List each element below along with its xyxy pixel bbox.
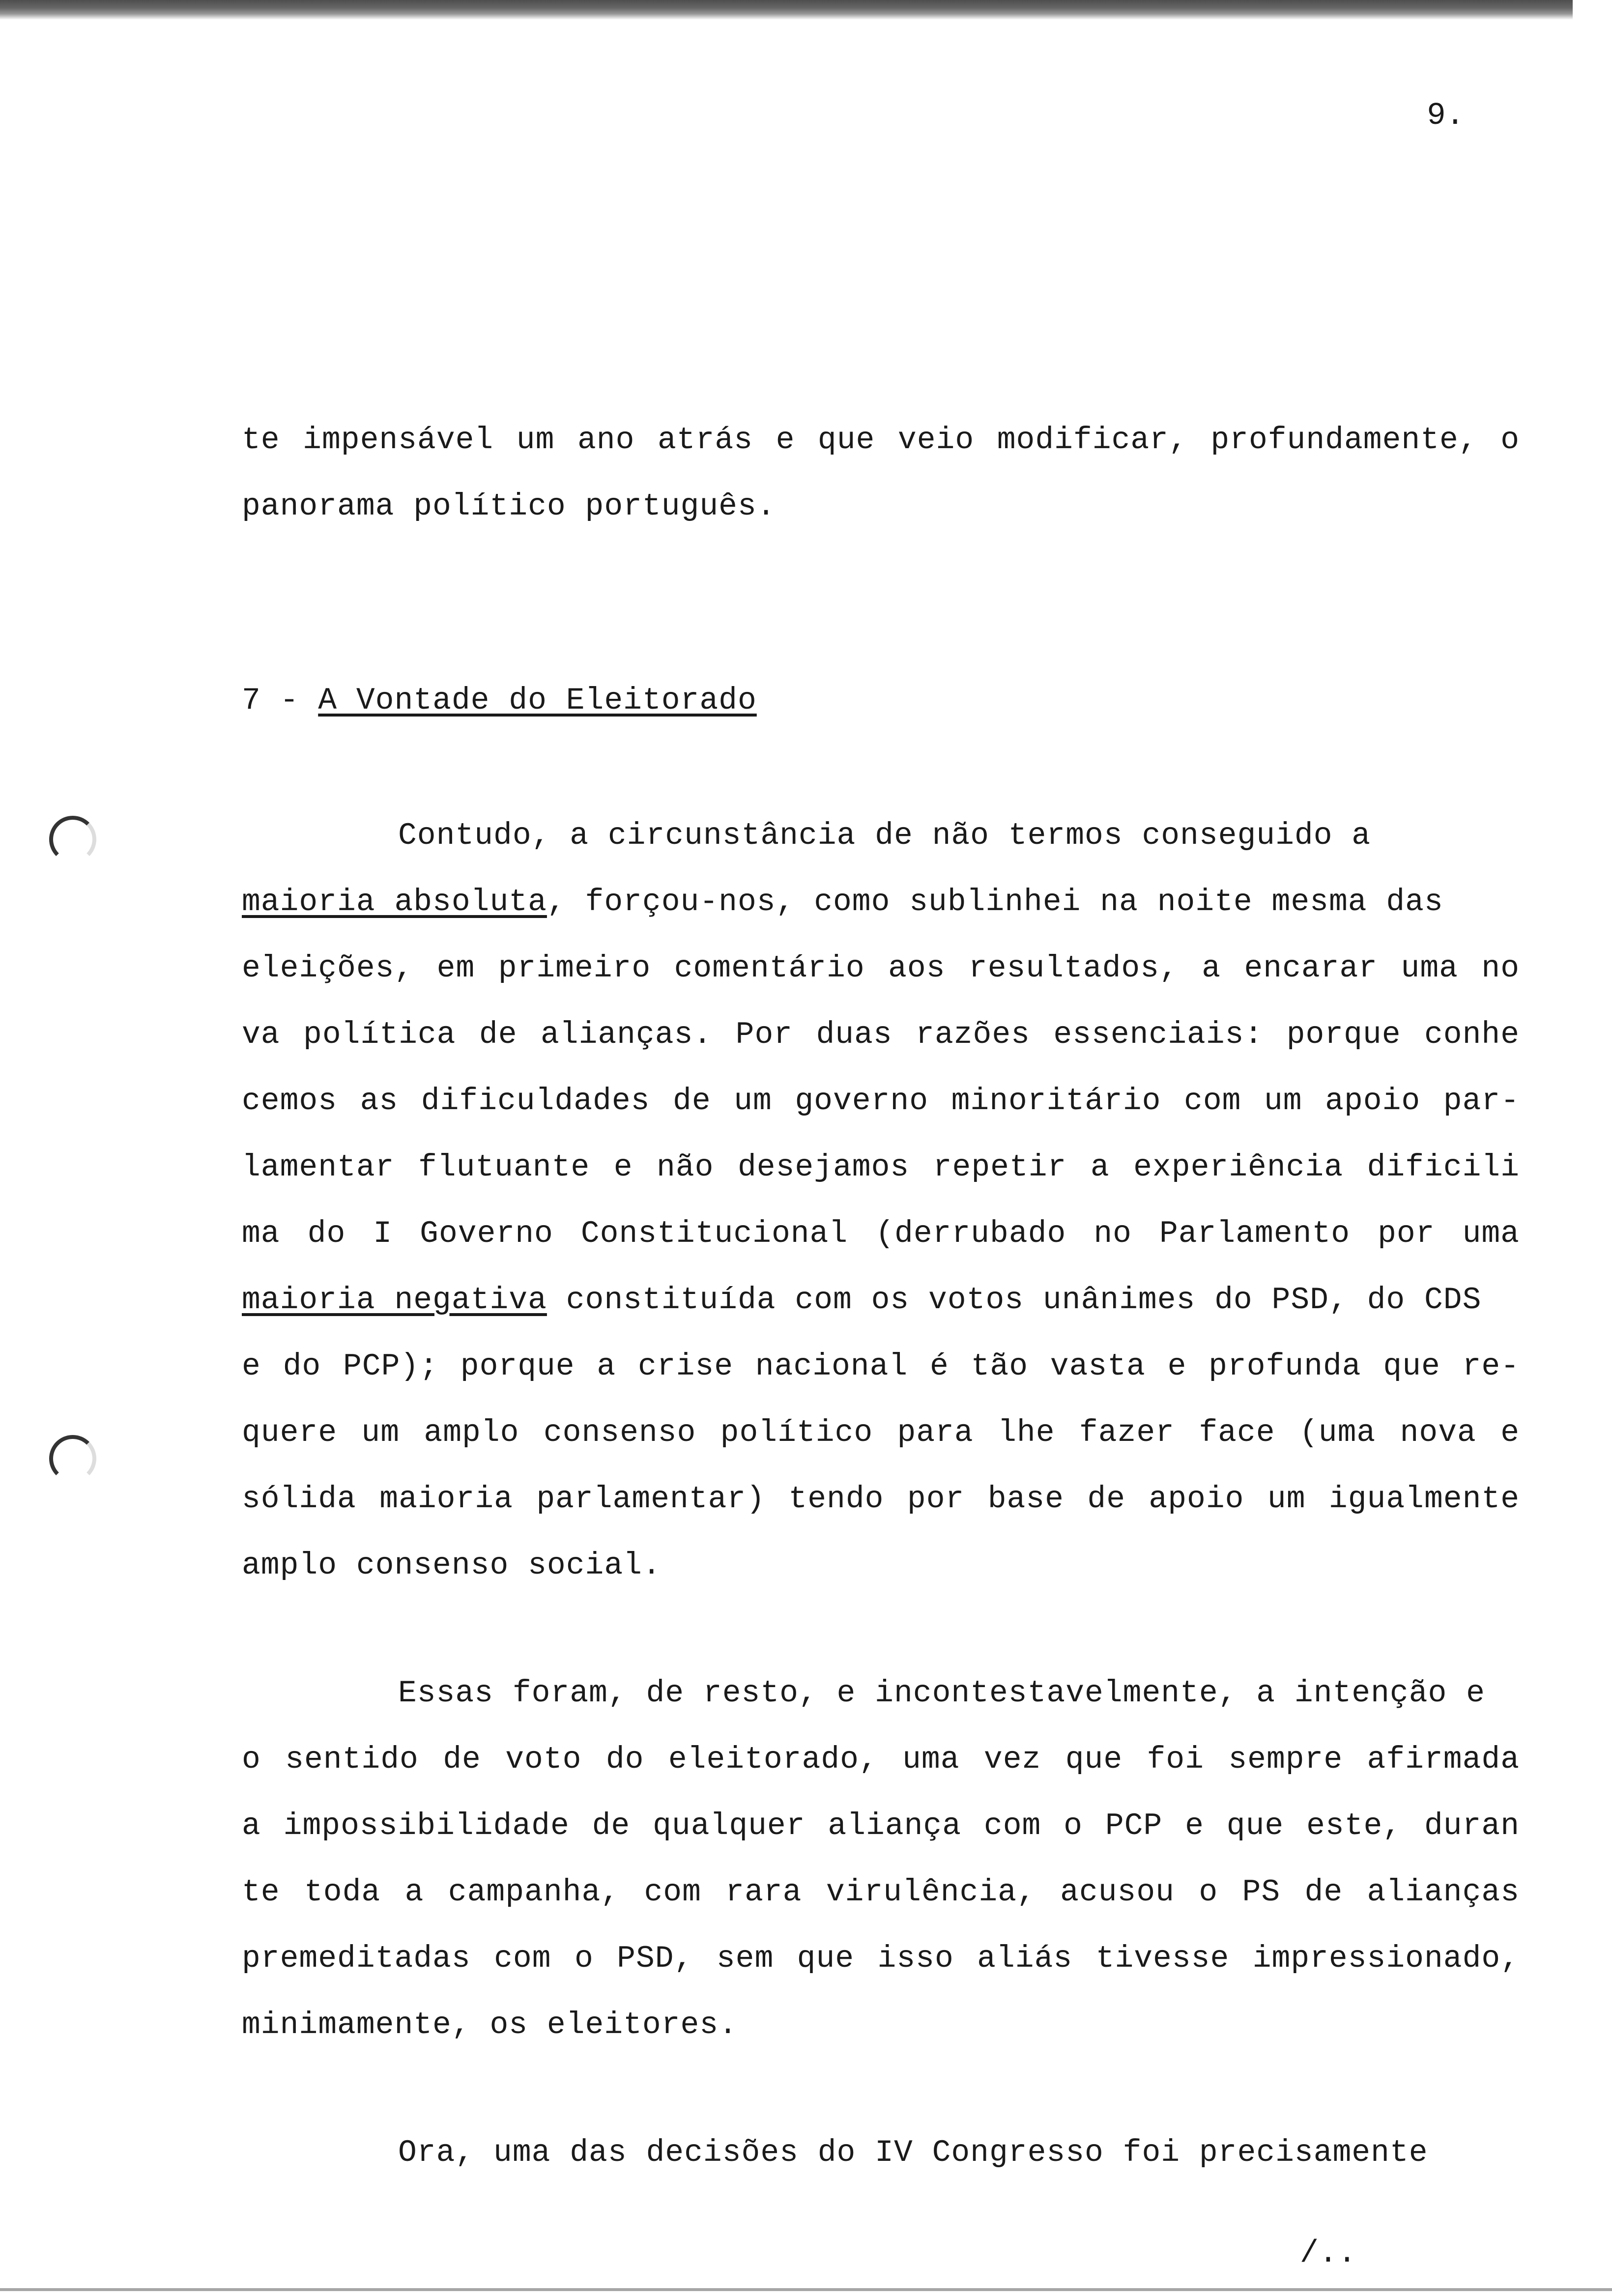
paragraph-line: minimamente, os eleitores. [242, 2008, 738, 2042]
paragraph-line: o sentido de voto do eleitorado, uma vez que foi sempre afirmada [242, 1742, 1520, 1777]
underlined-term: maioria negativa [242, 1283, 547, 1318]
paragraph-line: Ora, uma das decisões do IV Congresso foi precisamente [398, 2135, 1428, 2170]
intro-line: te impensável um ano atrás e que veio modificar, profundamente, o [242, 423, 1520, 458]
paragraph-line: maioria negativa constituída com os votos unânimes do PSD, do CDS [242, 1283, 1482, 1318]
paragraph-line: Contudo, a circunstância de não termos conseguido a [398, 818, 1371, 853]
page-number: 9. [1427, 98, 1465, 134]
section-title: A Vontade do Eleitorado [318, 683, 757, 718]
section-number: 7 - [242, 683, 299, 718]
paragraph-line: Essas foram, de resto, e incontestavelmente, a intenção e [398, 1676, 1485, 1711]
paragraph-line: a impossibilidade de qualquer aliança com o PCP e que este, duran [242, 1808, 1520, 1843]
section-heading [242, 683, 757, 718]
intro-line: panorama político português. [242, 489, 776, 524]
paragraph-line: quere um amplo consenso político para lhe fazer face (uma nova e [242, 1415, 1520, 1450]
paragraph-line: maioria absoluta, forçou-nos, como sublinhei na noite mesma das [242, 885, 1443, 919]
punch-hole [49, 1435, 96, 1482]
paragraph-line: ma do I Governo Constitucional (derrubado no Parlamento por uma [242, 1216, 1520, 1251]
paragraph-line: eleições, em primeiro comentário aos resultados, a encarar uma no [242, 951, 1520, 986]
paragraph-line: amplo consenso social. [242, 1548, 662, 1583]
scan-border-top [0, 0, 1573, 20]
underlined-term: maioria absoluta [242, 885, 547, 919]
paragraph-line: te toda a campanha, com rara virulência, acusou o PS de alianças [242, 1875, 1520, 1910]
paragraph-line: sólida maioria parlamentar) tendo por base de apoio um igualmente [242, 1482, 1520, 1517]
paragraph-line: e do PCP); porque a crise nacional é tão vasta e profunda que re- [242, 1349, 1520, 1384]
paragraph-line: cemos as dificuldades de um governo minoritário com um apoio par- [242, 1084, 1520, 1119]
paragraph-line: premeditadas com o PSD, sem que isso aliás tivesse impressionado, [242, 1941, 1520, 1976]
paragraph-line: va política de alianças. Por duas razões essenciais: porque conhe [242, 1017, 1520, 1052]
punch-hole [49, 816, 96, 863]
continuation-mark: /.. [1299, 2236, 1356, 2271]
paragraph-line: lamentar flutuante e não desejamos repetir a experiência dificili [242, 1150, 1520, 1185]
scan-border-bottom [0, 2288, 1612, 2291]
